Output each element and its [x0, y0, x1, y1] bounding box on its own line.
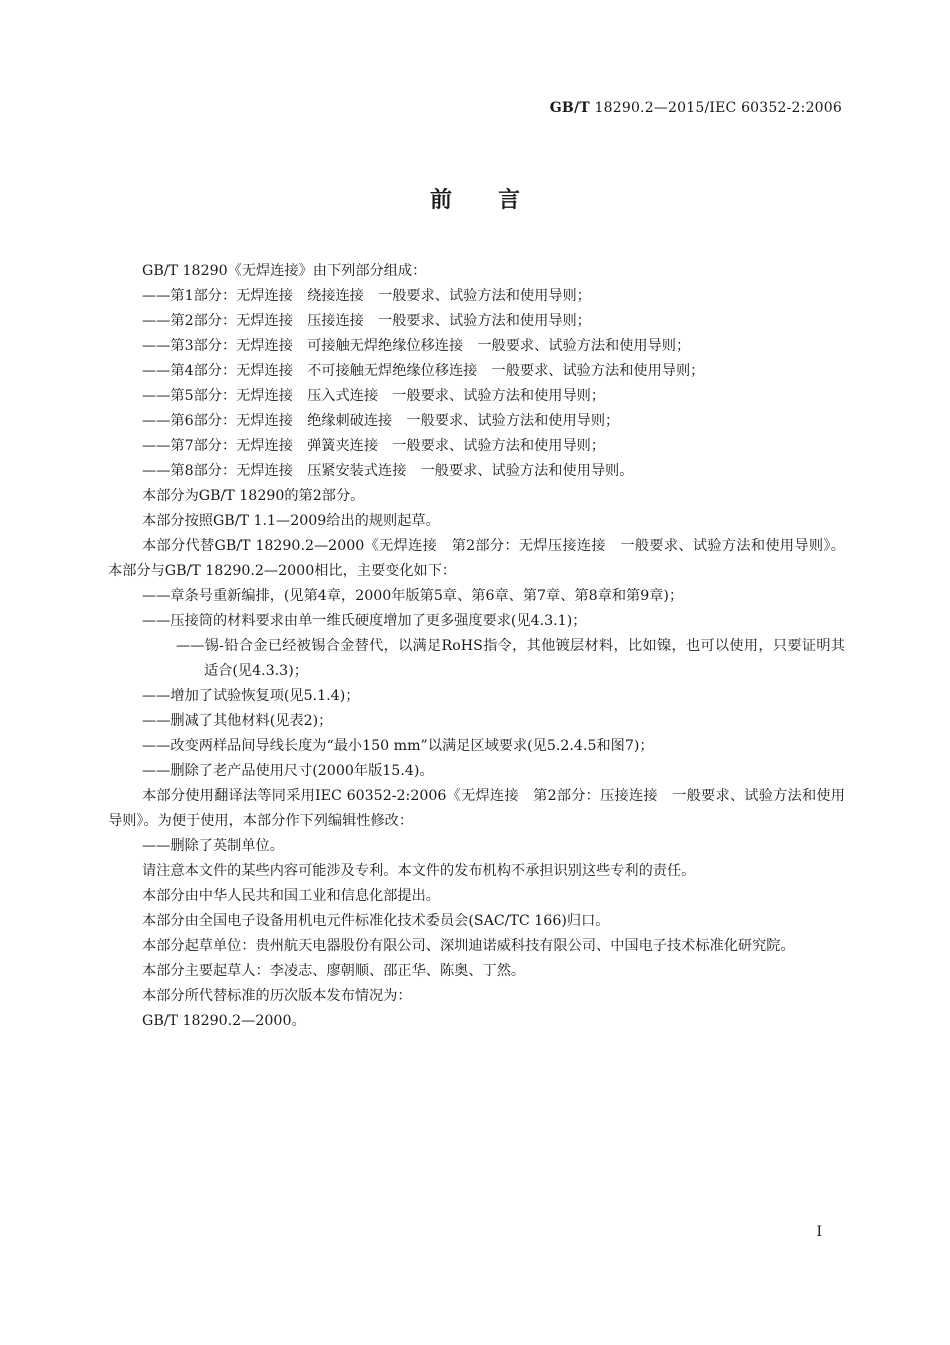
- part-item-2: ——第2部分：无焊连接 压接连接 一般要求、试验方法和使用导则；: [142, 313, 591, 329]
- paragraph-proposed-by: 本部分由中华人民共和国工业和信息化部提出。: [142, 888, 440, 904]
- document-body: [108, 259, 845, 1034]
- change-item-5: ——删减了其他材料(见表2)；: [142, 713, 333, 729]
- intro-paragraph: GB/T 18290《无焊连接》由下列部分组成：: [142, 263, 427, 279]
- paragraph-previous-edition-code: GB/T 18290.2—2000。: [142, 1013, 306, 1029]
- change-item-7: ——删除了老产品使用尺寸(2000年版15.4)。: [142, 763, 434, 779]
- part-item-8: ——第8部分：无焊连接 压紧安装式连接 一般要求、试验方法和使用导则。: [142, 463, 634, 479]
- change-item-2: ——压接筒的材料要求由单一维氏硬度增加了更多强度要求(见4.3.1)；: [142, 613, 587, 629]
- paragraph-replaces: 本部分代替GB/T 18290.2—2000《无焊连接 第2部分：无焊压接连接 一般要求、试验方法和使用导则》。本部分与GB/T 18290.2—2000相比，主要变化如下：: [108, 538, 845, 579]
- paragraph-patent-notice: 请注意本文件的某些内容可能涉及专利。本文件的发布机构不承担识别这些专利的责任。: [142, 863, 696, 879]
- part-item-7: ——第7部分：无焊连接 弹簧夹连接 一般要求、试验方法和使用导则；: [142, 438, 606, 454]
- paragraph-part-number: 本部分为GB/T 18290的第2部分。: [142, 488, 365, 504]
- change-item-6: ——改变两样品间导线长度为“最小150 mm”以满足区域要求(见5.2.4.5和图7)；: [142, 738, 654, 754]
- part-item-6: ——第6部分：无焊连接 绝缘刺破连接 一般要求、试验方法和使用导则；: [142, 413, 620, 429]
- part-item-5: ——第5部分：无焊连接 压入式连接 一般要求、试验方法和使用导则；: [142, 388, 606, 404]
- paragraph-translation: 本部分使用翻译法等同采用IEC 60352-2:2006《无焊连接 第2部分：压接连接 一般要求、试验方法和使用导则》。为便于使用，本部分作下列编辑性修改：: [108, 788, 845, 829]
- standard-number: 18290.2—2015/IEC 60352-2:2006: [589, 100, 842, 116]
- part-item-3: ——第3部分：无焊连接 可接触无焊绝缘位移连接 一般要求、试验方法和使用导则；: [142, 338, 691, 354]
- part-item-4: ——第4部分：无焊连接 不可接触无焊绝缘位移连接 一般要求、试验方法和使用导则；: [142, 363, 705, 379]
- standard-prefix: GB/T: [549, 100, 590, 116]
- paragraph-previous-editions: 本部分所代替标准的历次版本发布情况为：: [142, 988, 412, 1004]
- paragraph-drafting-units: 本部分起草单位：贵州航天电器股份有限公司、深圳迪诺威科技有限公司、中国电子技术标准化研究院。: [142, 938, 795, 954]
- document-header: [550, 100, 842, 116]
- change-item-3: ——锡-铅合金已经被锡合金替代，以满足RoHS指令，其他镀层材料，比如镍，也可以使用，只要证明其适合(见4.3.3)；: [176, 638, 845, 679]
- change-item-4: ——增加了试验恢复项(见5.1.4)；: [142, 688, 360, 704]
- paragraph-drafters: 本部分主要起草人：李凌志、廖朝顺、邵正华、陈奥、丁然。: [142, 963, 526, 979]
- edit-item-1: ——删除了英制单位。: [142, 838, 284, 854]
- paragraph-drafting-rules: 本部分按照GB/T 1.1—2009给出的规则起草。: [142, 513, 440, 529]
- page-number: I: [816, 1224, 822, 1240]
- change-item-1: ——章条号重新编排，(见第4章，2000年版第5章、第6章、第7章、第8章和第9章)；: [142, 588, 684, 604]
- part-item-1: ——第1部分：无焊连接 绕接连接 一般要求、试验方法和使用导则；: [142, 288, 591, 304]
- paragraph-centralized-by: 本部分由全国电子设备用机电元件标准化技术委员会(SAC/TC 166)归口。: [142, 913, 610, 929]
- page-title: 前言: [429, 187, 566, 213]
